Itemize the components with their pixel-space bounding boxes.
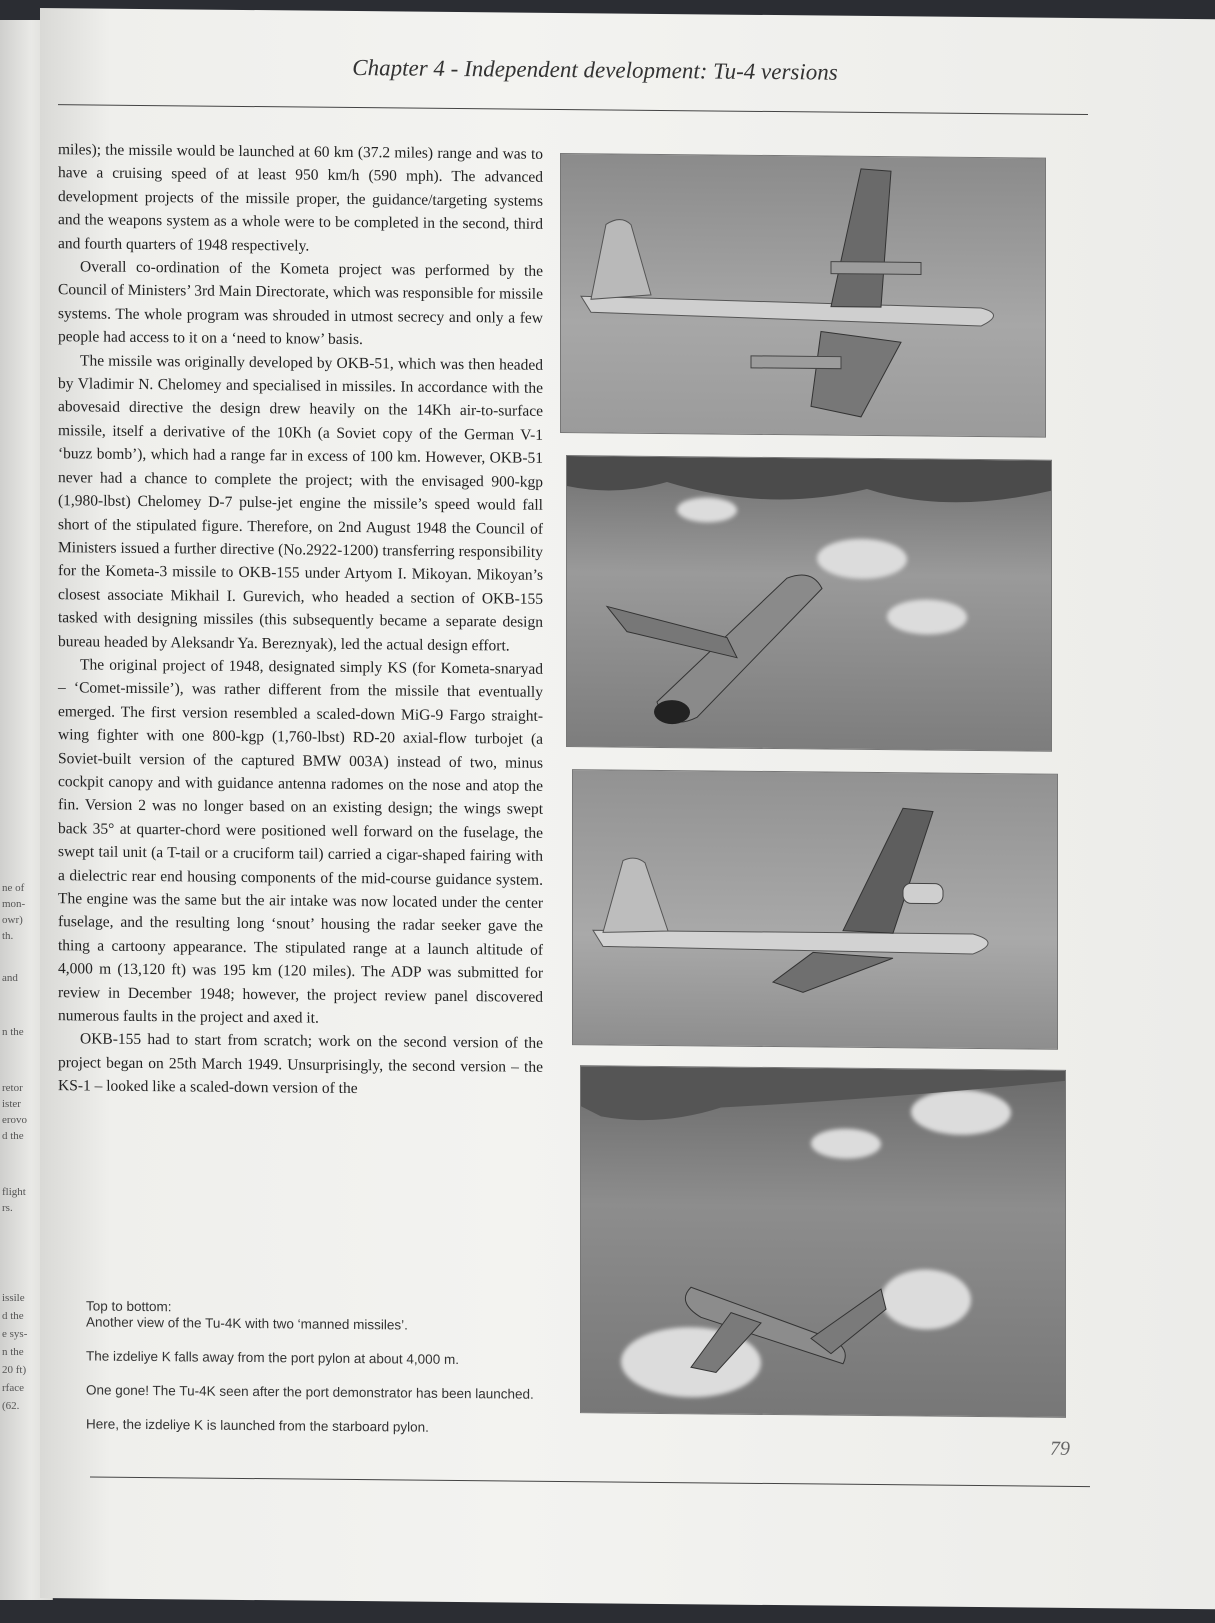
- photo-izdeliye-k-falls-away: [566, 455, 1052, 752]
- bomber-illustration: [573, 770, 1057, 1049]
- body-paragraph: miles); the missile would be launched at 60 km (37.2 miles) range and was to have a cruising speed of at least 950 km/h (590 mph). The advanced development projects of the missile proper, the guidance/targeting systems and the weapons system as a whole were to be completed in the second, third and fourth quarters of 1948 respectively.: [58, 141, 543, 255]
- left-page-fragment: ister: [2, 1098, 21, 1110]
- caption-item: Another view of the Tu-4K with two ‘manned missiles’.: [86, 1314, 408, 1333]
- left-page-fragment: d the: [2, 1310, 24, 1322]
- left-page-fragment: (62.: [2, 1400, 20, 1412]
- missile-illustration: [567, 456, 1051, 751]
- left-page-fragment: ne of: [2, 882, 25, 894]
- left-page-fragment: and: [2, 972, 18, 984]
- body-paragraph: The missile was originally developed by OKB-51, which was then headed by Vladimir N. Chelomey and specialised in missiles. In accordance with the abovesaid directive the design drew heavily on the 14Kh air-to-surface missile, itself a derivative of the 10Kh (a Soviet copy of the German V-1 ‘buzz bomb’), which had a range far in excess of 100 km. However, OKB-51 never had a chance to complete the project; with the envisaged 900-kgp (1,980-lbst) Chelomey D-7 pulse-jet engine the missile’s speed would fall short of the stipulated figure. Therefore, on 2nd August 1948 the Council of Ministers issued a further directive (No.2922-1200) transferring responsibility for the Kometa-3 missile to OKB-155 under Artyom I. Mikoyan. Mikoyan’s closest associate Mikhail I. Gurevich, who headed a section of OKB-155 tasked with designing missiles (this subsequently became a separate design bureau headed by Aleksandr Ya. Bereznyak), led the actual design effort.: [58, 352, 543, 655]
- left-page-fragment: retor: [2, 1082, 23, 1094]
- photo-tu4k-two-missiles: [560, 153, 1046, 438]
- left-page-fragment: rs.: [2, 1202, 13, 1214]
- left-page-fragment: n the: [2, 1026, 24, 1038]
- page-number: 79: [1050, 1437, 1070, 1460]
- book-page: [40, 8, 1215, 1609]
- left-page-fragment: flight: [2, 1186, 26, 1198]
- body-text: [58, 138, 543, 1102]
- missile-illustration: [581, 1066, 1065, 1417]
- footer-rule: [90, 1476, 1090, 1487]
- left-page-fragment: issile: [2, 1292, 25, 1304]
- left-page-fragment: n the: [2, 1346, 24, 1358]
- left-page-fragment: owr): [2, 914, 23, 926]
- bomber-illustration: [561, 154, 1045, 437]
- body-paragraph: OKB-155 had to start from scratch; work on the second version of the project began on 25th March 1949. Unsurprisingly, the second version – the KS-1 – looked like a scaled-down version of the: [58, 1030, 543, 1098]
- body-paragraph: Overall co-ordination of the Kometa project was performed by the Council of Ministers’ 3rd Main Directorate, which was responsible for missile systems. The whole program was shrouded in utmost secrecy and only a few people had access to it on a ‘need to know’ basis.: [58, 258, 543, 349]
- caption-item: One gone! The Tu-4K seen after the port demonstrator has been launched.: [86, 1382, 534, 1402]
- caption-item: The izdeliye K falls away from the port pylon at about 4,000 m.: [86, 1348, 459, 1368]
- photo-captions: [86, 1298, 576, 1455]
- chapter-header: Chapter 4 - Independent development: Tu-4 versions: [352, 54, 838, 85]
- photo-izdeliye-k-starboard-launch: [580, 1065, 1066, 1418]
- header-rule: [58, 104, 1088, 115]
- caption-heading: Top to bottom:: [86, 1298, 172, 1315]
- left-page-fragment: mon-: [2, 898, 26, 910]
- left-page-fragment: erovo: [2, 1114, 28, 1126]
- left-page-fragment: e sys-: [2, 1328, 28, 1340]
- photo-tu4k-after-launch: [572, 769, 1058, 1050]
- body-paragraph: The original project of 1948, designated simply KS (for Kometa-snaryad – ‘Comet-missile’), was rather different from the missile that eventually emerged. The first version resembled a scaled-down MiG-9 Fargo straight-wing fighter with one 800-kgp (1,760-lbst) RD-20 axial-flow turbojet (a Soviet-built version of the captured BMW 003A) instead of two, minus cockpit canopy and with guidance antenna radomes on the nose and atop the fin. Version 2 was no longer based on an existing design; the wings swept back 35° at quarter-chord were positioned well forward on the fuselage, the swept tail unit (a T-tail or a cruciform tail) carried a cigar-shaped fairing with a dielectric rear end housing components of the mid-course guidance system. The engine was the same but the air intake was now located under the center fuselage, and the resulting long ‘snout’ housing the radar seeker gave the thing a cartoony appearance. The stipulated range at a launch altitude of 4,000 m (13,120 ft) was 195 km (120 miles). The ADP was submitted for review in December 1948; however, the project review panel discovered numerous faults in the project and axed it.: [58, 656, 543, 1027]
- left-page-fragment: th.: [2, 930, 14, 942]
- caption-item: Here, the izdeliye K is launched from the starboard pylon.: [86, 1416, 429, 1435]
- left-page-fragment: 20 ft): [2, 1364, 27, 1376]
- left-page-fragment: rface: [2, 1382, 24, 1394]
- left-page-fragment: d the: [2, 1130, 24, 1142]
